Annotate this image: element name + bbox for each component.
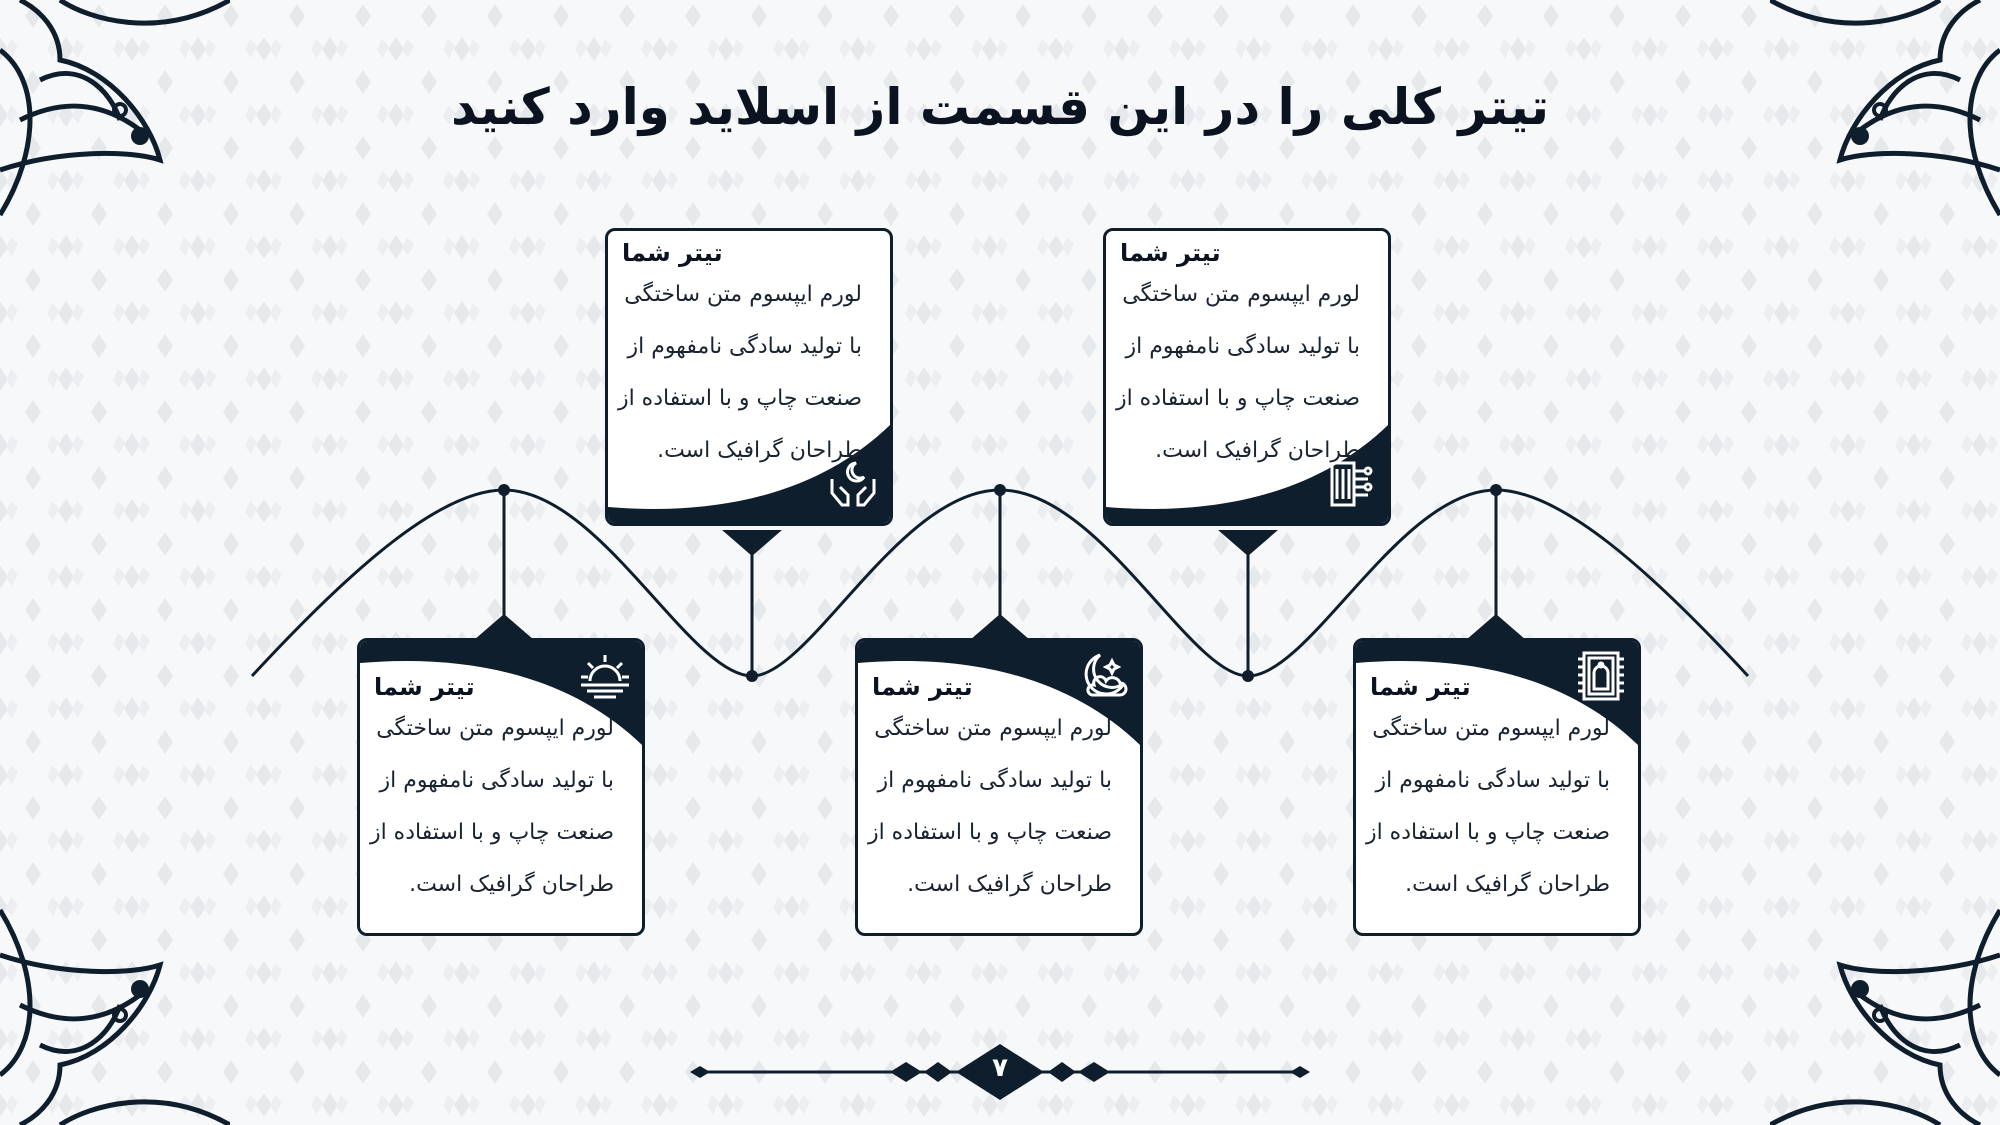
card-body-line: با تولید سادگی نامفهوم از [1375,768,1610,793]
card-body-line: صنعت چاپ و با استفاده از [617,386,862,411]
page-number: ۷ [992,1053,1008,1083]
card-title: تیتر شما [872,673,973,701]
pointer-3 [970,614,1030,640]
card-2 [605,228,893,526]
card-body-line: صنعت چاپ و با استفاده از [1365,820,1610,845]
card-title: تیتر شما [622,239,723,267]
card-body [369,703,614,911]
sunrise-icon [578,649,632,703]
moon-cloud-icon [1076,649,1130,703]
card-title: تیتر شما [1370,673,1471,701]
card-3 [855,638,1143,936]
pointer-4 [1218,530,1278,556]
card-body-line: لورم ایپسوم متن ساختگی [624,282,862,307]
card-body [617,269,862,477]
pointer-5 [1466,614,1526,640]
card-body-line: طراحان گرافیک است. [1405,872,1610,897]
card-5 [1353,638,1641,936]
card-title: تیتر شما [1120,239,1221,267]
card-1 [357,638,645,936]
card-body-line: صنعت چاپ و با استفاده از [1115,386,1360,411]
card-body-line: طراحان گرافیک است. [907,872,1112,897]
card-body-line: لورم ایپسوم متن ساختگی [1372,716,1610,741]
prayer-rug-icon [1574,649,1628,703]
card-body-line: لورم ایپسوم متن ساختگی [874,716,1112,741]
node-2 [746,670,758,682]
pointer-1 [474,614,534,640]
card-title: تیتر شما [374,673,475,701]
slide-title: تیتر کلی را در این قسمت از اسلاید وارد کنید [450,78,1550,136]
pointer-2 [722,530,782,556]
card-body-line: با تولید سادگی نامفهوم از [877,768,1112,793]
card-body-line: با تولید سادگی نامفهوم از [1125,334,1360,359]
card-body-line: لورم ایپسوم متن ساختگی [376,716,614,741]
node-5 [1490,484,1502,496]
card-body-line: طراحان گرافیک است. [1155,438,1360,463]
card-body-line: لورم ایپسوم متن ساختگی [1122,282,1360,307]
card-body [1115,269,1360,477]
card-body-line: طراحان گرافیک است. [657,438,862,463]
card-body-line: صنعت چاپ و با استفاده از [867,820,1112,845]
card-body [867,703,1112,911]
card-4 [1103,228,1391,526]
card-body-line: طراحان گرافیک است. [409,872,614,897]
node-1 [498,484,510,496]
card-body-line: با تولید سادگی نامفهوم از [379,768,614,793]
card-body [1365,703,1610,911]
card-body-line: با تولید سادگی نامفهوم از [627,334,862,359]
card-body-line: صنعت چاپ و با استفاده از [369,820,614,845]
node-4 [1242,670,1254,682]
node-3 [994,484,1006,496]
